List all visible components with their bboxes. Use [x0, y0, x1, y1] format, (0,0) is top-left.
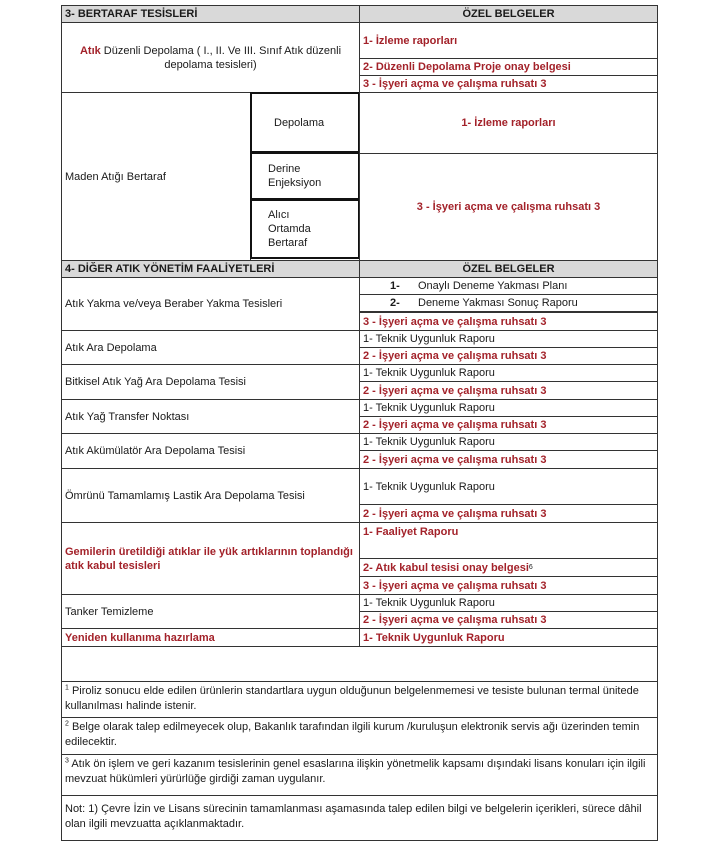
activity-doc: 2- Atık kabul tesisi onay belgesi 6	[359, 558, 658, 577]
activity-doc: 2 - İşyeri açma ve çalışma ruhsatı 3	[359, 611, 658, 629]
activity-label: Atık Yağ Transfer Noktası	[61, 399, 360, 434]
landfill-doc-3: 3 - İşyeri açma ve çalışma ruhsatı 3	[359, 75, 658, 93]
activity-doc: 3 - İşyeri açma ve çalışma ruhsatı 3	[359, 576, 658, 595]
activity-label: Atık Ara Depolama	[61, 330, 360, 365]
section3-title: 3- BERTARAF TESİSLERİ	[61, 5, 360, 23]
activity-doc: 1- Teknik Uygunluk Raporu	[359, 628, 658, 647]
landfill-label-rest: Düzenli Depolama ( I., II. Ve III. Sınıf Atık düzenli depolama tesisleri)	[100, 44, 342, 71]
activity-doc: 1- Teknik Uygunluk Raporu	[359, 468, 658, 505]
mining-sub-depolama: Depolama	[250, 92, 360, 153]
activity-doc: 1- Teknik Uygunluk Raporu	[359, 594, 658, 612]
section4-title: 4- DİĞER ATIK YÖNETİM FAALİYETLERİ	[61, 260, 360, 278]
activity-label: Atık Akümülatör Ara Depolama Tesisi	[61, 433, 360, 469]
landfill-label	[61, 22, 360, 93]
activity-doc: 1- Teknik Uygunluk Raporu	[359, 433, 658, 451]
footnote-marker: 1	[65, 684, 69, 692]
landfill-doc-1: 1- İzleme raporları	[359, 22, 658, 59]
activity-label: Atık Yakma ve/veya Beraber Yakma Tesisleri	[61, 277, 360, 331]
note: Not: 1) Çevre İzin ve Lisans sürecinin tamamlanması aşamasında talep edilen bilgi ve belgelerin içerikleri, sürece dâhil olan ilgili mevzuatta açıklanmaktadır.	[61, 795, 658, 841]
activity-doc: 1- Teknik Uygunluk Raporu	[359, 364, 658, 382]
activity-doc: 2 - İşyeri açma ve çalışma ruhsatı 3	[359, 381, 658, 400]
mining-sub-enjeksiyon: Derine Enjeksiyon	[250, 152, 360, 200]
doc-text: 2- Atık kabul tesisi onay belgesi	[363, 561, 529, 574]
footnote-1	[61, 681, 658, 718]
activity-doc	[359, 277, 658, 295]
footnote-marker: 3	[65, 757, 69, 765]
activity-doc: 2 - İşyeri açma ve çalışma ruhsatı 3	[359, 416, 658, 434]
footnote-text: Piroliz sonucu elde edilen ürünlerin standartlara uygun olduğunun belgelenmemesi ve tesiste bulunan termal ünitede kullanılması halinde istenir.	[65, 685, 639, 712]
activity-doc: 2 - İşyeri açma ve çalışma ruhsatı 3	[359, 504, 658, 523]
doc-text: Onaylı Deneme Yakması Planı	[418, 280, 568, 292]
mining-label: Maden Atığı Bertaraf	[61, 92, 251, 261]
empty-row	[61, 646, 658, 682]
activity-doc: 2 - İşyeri açma ve çalışma ruhsatı 3	[359, 347, 658, 365]
section3-docs-header: ÖZEL BELGELER	[359, 5, 658, 23]
section4-docs-header: ÖZEL BELGELER	[359, 260, 658, 278]
activity-doc	[359, 294, 658, 312]
mining-doc-1: 1- İzleme raporları	[359, 92, 658, 154]
doc-text: Deneme Yakması Sonuç Raporu	[418, 297, 578, 309]
activity-label: Tanker Temizleme	[61, 594, 360, 629]
activity-doc: 1- Teknik Uygunluk Raporu	[359, 399, 658, 417]
activity-label: Gemilerin üretildiği atıklar ile yük artıklarının toplandığı atık kabul tesisleri	[61, 522, 360, 595]
activity-label: Ömrünü Tamamlamış Lastik Ara Depolama Tesisi	[61, 468, 360, 523]
mining-doc-2: 3 - İşyeri açma ve çalışma ruhsatı 3	[359, 153, 658, 261]
footnote-3	[61, 754, 658, 796]
footnote-marker: 2	[65, 720, 69, 728]
footnote-text: Atık ön işlem ve geri kazanım tesislerinin genel esaslarına ilişkin yönetmelik kapsamı dışındaki lisans konuları için ilgili mevzuat hükümleri yürürlüğe girdiği zaman uygulanır.	[65, 758, 646, 785]
activity-doc: 3 - İşyeri açma ve çalışma ruhsatı 3	[359, 312, 658, 331]
activity-label: Yeniden kullanıma hazırlama	[61, 628, 360, 647]
doc-number: 2-	[390, 297, 400, 309]
activity-doc: 1- Teknik Uygunluk Raporu	[359, 330, 658, 348]
activity-doc: 2 - İşyeri açma ve çalışma ruhsatı 3	[359, 450, 658, 469]
doc-number: 1-	[390, 280, 400, 292]
landfill-label-red: Atık	[79, 44, 101, 57]
footnote-2	[61, 717, 658, 755]
footnote-text: Belge olarak talep edilmeyecek olup, Bakanlık tarafından ilgili kurum /kuruluşun elektronik servis ağı üzerinden temin edilecektir.	[65, 721, 640, 748]
activity-label: Bitkisel Atık Yağ Ara Depolama Tesisi	[61, 364, 360, 400]
activity-doc: 1- Faaliyet Raporu	[359, 522, 658, 559]
mining-sub-alici: Alıcı Ortamda Bertaraf	[250, 199, 360, 259]
landfill-doc-2: 2- Düzenli Depolama Proje onay belgesi	[359, 58, 658, 76]
